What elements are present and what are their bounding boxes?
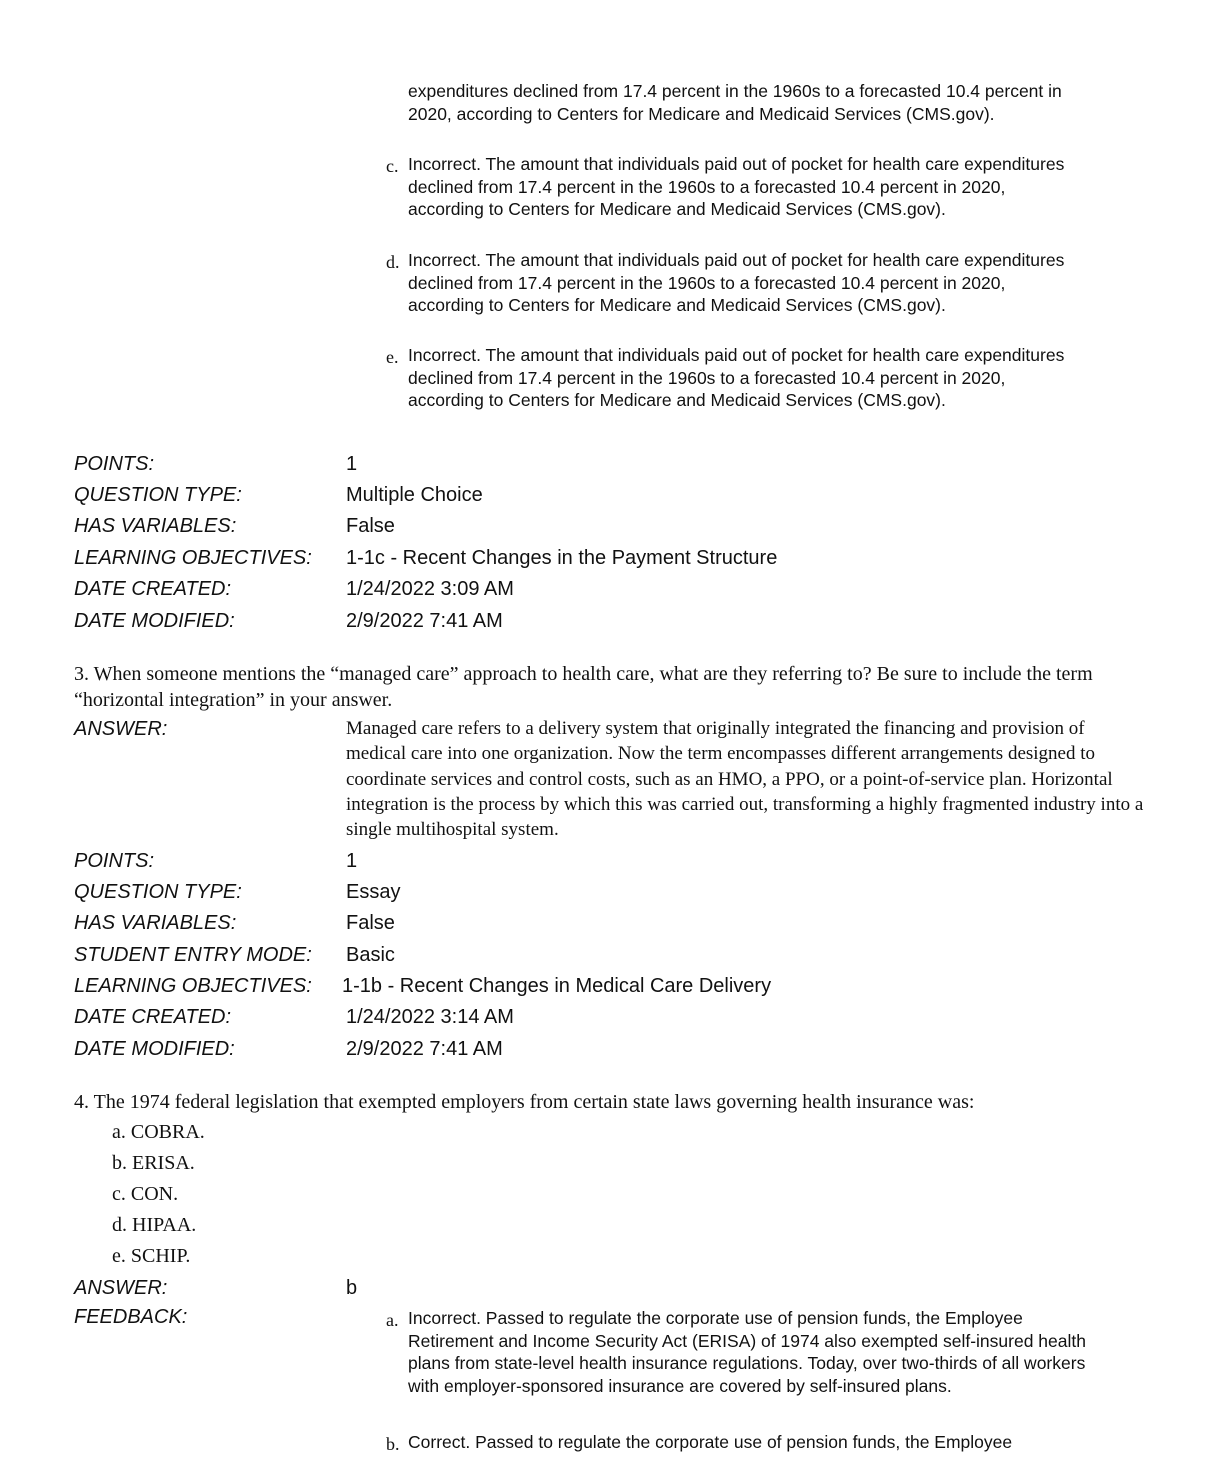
q2-date-modified-row	[74, 607, 1174, 635]
meta-label: HAS VARIABLES:	[74, 515, 237, 537]
q3-date-created-row	[74, 1003, 1174, 1031]
meta-value: 1	[346, 850, 358, 872]
feedback-text: Incorrect. The amount that individuals paid out of pocket for health care expenditures declined from 17.4 percent in the 1960s to a forecasted 10.4 percent in 2020, according to Centers for Medicare and Medicaid Services (CMS.gov).	[408, 154, 1065, 219]
q3-learning-objectives-row	[74, 972, 1174, 1000]
q2-feedback-item-d	[386, 249, 1146, 317]
meta-label: ANSWER:	[74, 718, 168, 740]
meta-label: LEARNING OBJECTIVES:	[74, 975, 312, 997]
meta-value: 1	[346, 453, 358, 475]
q4-choice-c: c. CON.	[112, 1183, 179, 1205]
q4-feedback-item-a	[386, 1307, 1146, 1397]
meta-label: STUDENT ENTRY MODE:	[74, 944, 312, 966]
q3-question-text: 3. When someone mentions the “managed care” approach to health care, what are they referring to? Be sure to include the term “horizontal integration” in your answer.	[74, 663, 1093, 711]
meta-value: 1-1b - Recent Changes in Medical Care Delivery	[342, 975, 772, 997]
meta-label: DATE CREATED:	[74, 578, 232, 600]
q4-choice-b: b. ERISA.	[112, 1152, 195, 1174]
meta-label: FEEDBACK:	[74, 1306, 188, 1328]
feedback-letter: a.	[386, 1310, 399, 1330]
q3-date-modified-row	[74, 1035, 1174, 1063]
q3-points-row	[74, 847, 1174, 875]
feedback-text: Incorrect. The amount that individuals paid out of pocket for health care expenditures declined from 17.4 percent in the 1960s to a forecasted 10.4 percent in 2020, according to Centers for Medicare and Medicaid Services (CMS.gov).	[408, 345, 1065, 410]
q2-date-created-row	[74, 575, 1174, 603]
q3-has-variables-row	[74, 909, 1174, 937]
meta-value: 2/9/2022 7:41 AM	[346, 610, 503, 632]
q2-learning-objectives-row	[74, 544, 1174, 572]
q3-student-entry-mode-row	[74, 941, 1174, 969]
feedback-text: Correct. Passed to regulate the corporate use of pension funds, the Employee	[408, 1432, 1013, 1452]
q2-feedback-item-c	[386, 153, 1146, 221]
meta-label: DATE CREATED:	[74, 1006, 232, 1028]
q2-feedback-b-continued: expenditures declined from 17.4 percent in the 1960s to a forecasted 10.4 percent in 2020, according to Centers for Medicare and Medicaid Services (CMS.gov).	[408, 81, 1062, 124]
q4-answer-row	[74, 1274, 1174, 1302]
q3-question-type-row	[74, 878, 1174, 906]
meta-label: DATE MODIFIED:	[74, 610, 235, 632]
feedback-text: Incorrect. Passed to regulate the corporate use of pension funds, the Employee Retirement and Income Security Act (ERISA) of 1974 also exempted self-insured health plans from state-level health insurance regulations. Today, over two-thirds of all workers with employer-sponsored insurance are covered by self-insured plans.	[408, 1308, 1086, 1396]
meta-value: b	[346, 1277, 358, 1299]
meta-label: QUESTION TYPE:	[74, 484, 242, 506]
q2-question-type-row	[74, 481, 1174, 509]
meta-value: False	[346, 912, 395, 934]
meta-label: POINTS:	[74, 850, 155, 872]
q3-answer-text: Managed care refers to a delivery system that originally integrated the financing and provision of medical care into one organization. Now the term encompasses different arrangements designed to coordinate services and control costs, such as an HMO, a PPO, or a point-of-service plan. Horizontal integration is the process by which this was carried out, transforming a highly fragmented industry into a single multihospital system.	[346, 718, 1144, 841]
q2-feedback-item-e	[386, 344, 1146, 412]
feedback-letter: c.	[386, 156, 399, 176]
meta-value: Multiple Choice	[346, 484, 483, 506]
feedback-letter: e.	[386, 347, 399, 367]
q4-question-text: 4. The 1974 federal legislation that exempted employers from certain state laws governing health insurance was:	[74, 1091, 975, 1113]
q2-has-variables-row	[74, 512, 1174, 540]
feedback-letter: b.	[386, 1434, 400, 1454]
q4-feedback-item-b	[386, 1431, 1146, 1454]
meta-label: LEARNING OBJECTIVES:	[74, 547, 312, 569]
meta-label: POINTS:	[74, 453, 155, 475]
meta-value: Basic	[346, 944, 395, 966]
meta-value: 1/24/2022 3:14 AM	[346, 1006, 514, 1028]
meta-label: DATE MODIFIED:	[74, 1038, 235, 1060]
meta-label: QUESTION TYPE:	[74, 881, 242, 903]
meta-value: 2/9/2022 7:41 AM	[346, 1038, 503, 1060]
meta-value: 1/24/2022 3:09 AM	[346, 578, 514, 600]
feedback-text: Incorrect. The amount that individuals paid out of pocket for health care expenditures declined from 17.4 percent in the 1960s to a forecasted 10.4 percent in 2020, according to Centers for Medicare and Medicaid Services (CMS.gov).	[408, 250, 1065, 315]
meta-value: 1-1c - Recent Changes in the Payment Structure	[346, 547, 778, 569]
meta-value: False	[346, 515, 395, 537]
feedback-letter: d.	[386, 252, 400, 272]
q4-choice-d: d. HIPAA.	[112, 1214, 197, 1236]
meta-value: Essay	[346, 881, 401, 903]
q2-points-row	[74, 450, 1174, 478]
meta-label: ANSWER:	[74, 1277, 168, 1299]
q4-choice-e: e. SCHIP.	[112, 1245, 191, 1267]
meta-label: HAS VARIABLES:	[74, 912, 237, 934]
q4-choice-a: a. COBRA.	[112, 1121, 205, 1143]
